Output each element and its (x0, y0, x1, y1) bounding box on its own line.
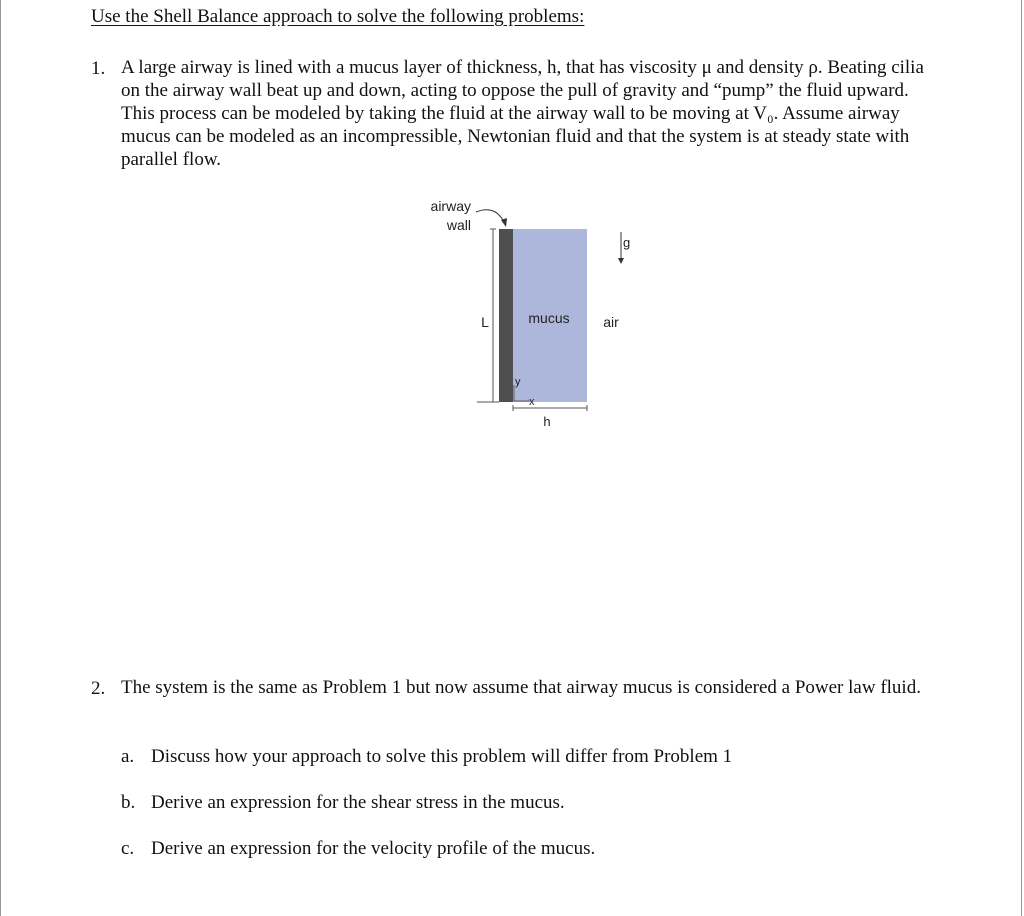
wall-label-line2: wall (446, 217, 471, 233)
y-axis-label: y (515, 376, 521, 388)
part-c-text: Derive an expression for the velocity profile of the mucus. (151, 838, 596, 859)
gravity-arrowhead (618, 258, 624, 264)
problem-1-number: 1. (91, 58, 106, 79)
problem-2-text: The system is the same as Problem 1 but now assume that airway mucus is considered a Power law fluid. (121, 677, 921, 698)
part-b-label: b. (121, 792, 136, 813)
page-heading: Use the Shell Balance approach to solve the following problems: (91, 6, 585, 27)
problem-2-number: 2. (91, 678, 106, 699)
wall-label-line1: airway (430, 198, 471, 214)
thickness-label: h (543, 414, 551, 429)
airway-wall (499, 229, 513, 402)
part-a-label: a. (121, 746, 135, 767)
part-c-label: c. (121, 838, 135, 859)
problem-1-text: A large airway is lined with a mucus layer of thickness, h, that has viscosity μ and density ρ. Beating cilia on the airway wall beat up and down, acting to oppose the pull of gravity and “pump” the fluid upward. This process can be modeled by taking the fluid at the airway wall to be moving at V₀. Assume airway mucus can be modeled as an incompressible, Newtonian fluid and that the system is at steady state with parallel flow. (121, 57, 924, 170)
wall-pointer-arrowhead (501, 218, 507, 227)
gravity-label: g (623, 235, 631, 250)
part-b-text: Derive an expression for the shear stress in the mucus. (151, 792, 565, 813)
x-axis-label: x (529, 396, 535, 408)
part-a-text: Discuss how your approach to solve this problem will differ from Problem 1 (151, 746, 733, 767)
wall-pointer-arrow (476, 210, 505, 224)
length-label: L (481, 314, 489, 330)
mucus-label: mucus (528, 310, 570, 326)
air-label: air (603, 314, 619, 330)
